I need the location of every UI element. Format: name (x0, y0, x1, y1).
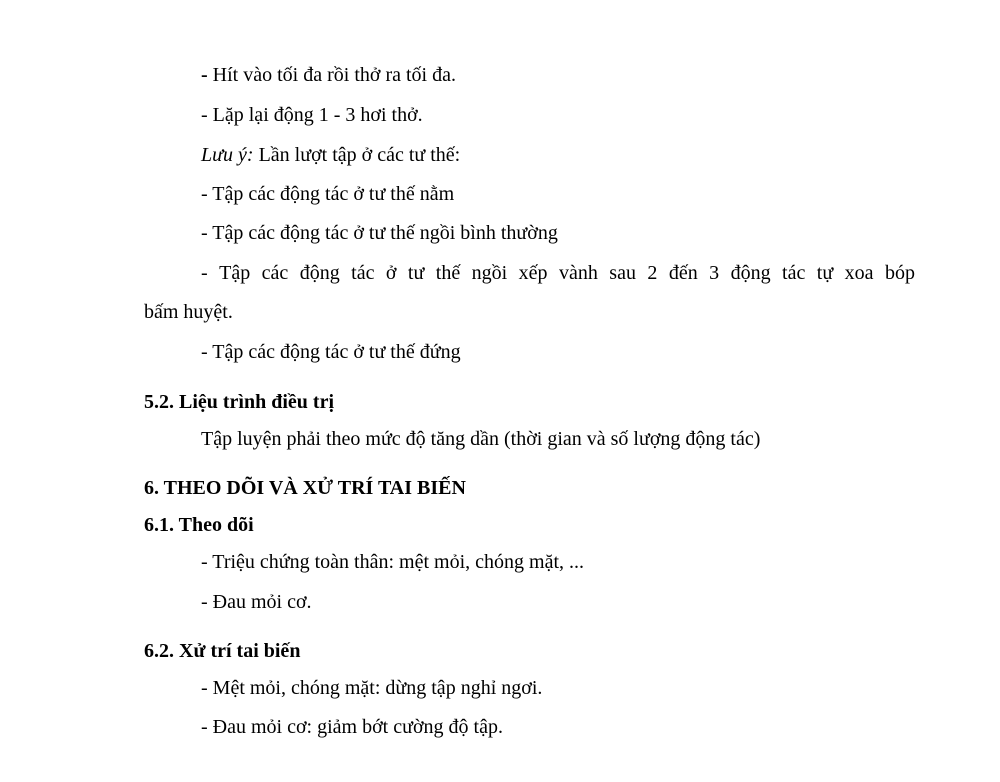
word: thế (435, 262, 461, 284)
word: Tập (219, 262, 251, 284)
word: động (730, 262, 771, 284)
word: động (299, 262, 340, 284)
word: sau (609, 262, 636, 284)
word: - (201, 262, 208, 284)
word: tác (782, 262, 806, 284)
breathing-step-line (201, 63, 456, 87)
word: tác (351, 262, 375, 284)
repeat-step-line: - Lặp lại động 1 - 3 hơi thở. (201, 104, 423, 126)
section-6-2-heading: 6.2. Xử trí tai biến (144, 640, 301, 662)
posture-standing-line: - Tập các động tác ở tư thế đứng (201, 341, 461, 363)
note-text: Lần lượt tập ở các tư thế: (253, 144, 461, 166)
section-6-1-heading: 6.1. Theo dõi (144, 514, 254, 536)
note-line (201, 143, 460, 167)
section-6-heading: 6. THEO DÕI VÀ XỬ TRÍ TAI BIẾN (144, 477, 466, 499)
posture-sitting-line: - Tập các động tác ở tư thế ngồi bình thường (201, 222, 558, 244)
word: xoa (844, 262, 874, 284)
word: tư (407, 262, 425, 284)
word: ngồi (471, 262, 508, 284)
word: ở (385, 262, 397, 284)
bold-dash: - (201, 64, 208, 86)
note-label: Lưu ý: (201, 144, 254, 166)
breathing-step-text: Hít vào tối đa rồi thở ra tối đa. (207, 64, 456, 86)
word: 3 (709, 262, 720, 284)
section-5-2-text: Tập luyện phải theo mức độ tăng dần (thời gian và số lượng động tác) (201, 428, 761, 450)
word: vành (558, 262, 598, 284)
word: các (261, 262, 289, 284)
monitoring-item: - Đau mỏi cơ. (201, 591, 312, 613)
word: bóp (884, 262, 915, 284)
handling-item: - Đau mỏi cơ: giảm bớt cường độ tập. (201, 716, 503, 738)
handling-item: - Mệt mỏi, chóng mặt: dừng tập nghỉ ngơi. (201, 677, 543, 699)
monitoring-item: - Triệu chứng toàn thân: mệt mỏi, chóng mặt, ... (201, 551, 585, 573)
section-5-2-heading: 5.2. Liệu trình điều trị (144, 391, 335, 413)
word: tự (816, 262, 834, 284)
posture-lying-line: - Tập các động tác ở tư thế nằm (201, 183, 455, 205)
word: xếp (518, 262, 548, 284)
posture-crosslegged-line (201, 261, 915, 285)
word: 2 (647, 262, 658, 284)
acupressure-line: bấm huyệt. (144, 301, 233, 323)
word: đến (668, 262, 698, 284)
